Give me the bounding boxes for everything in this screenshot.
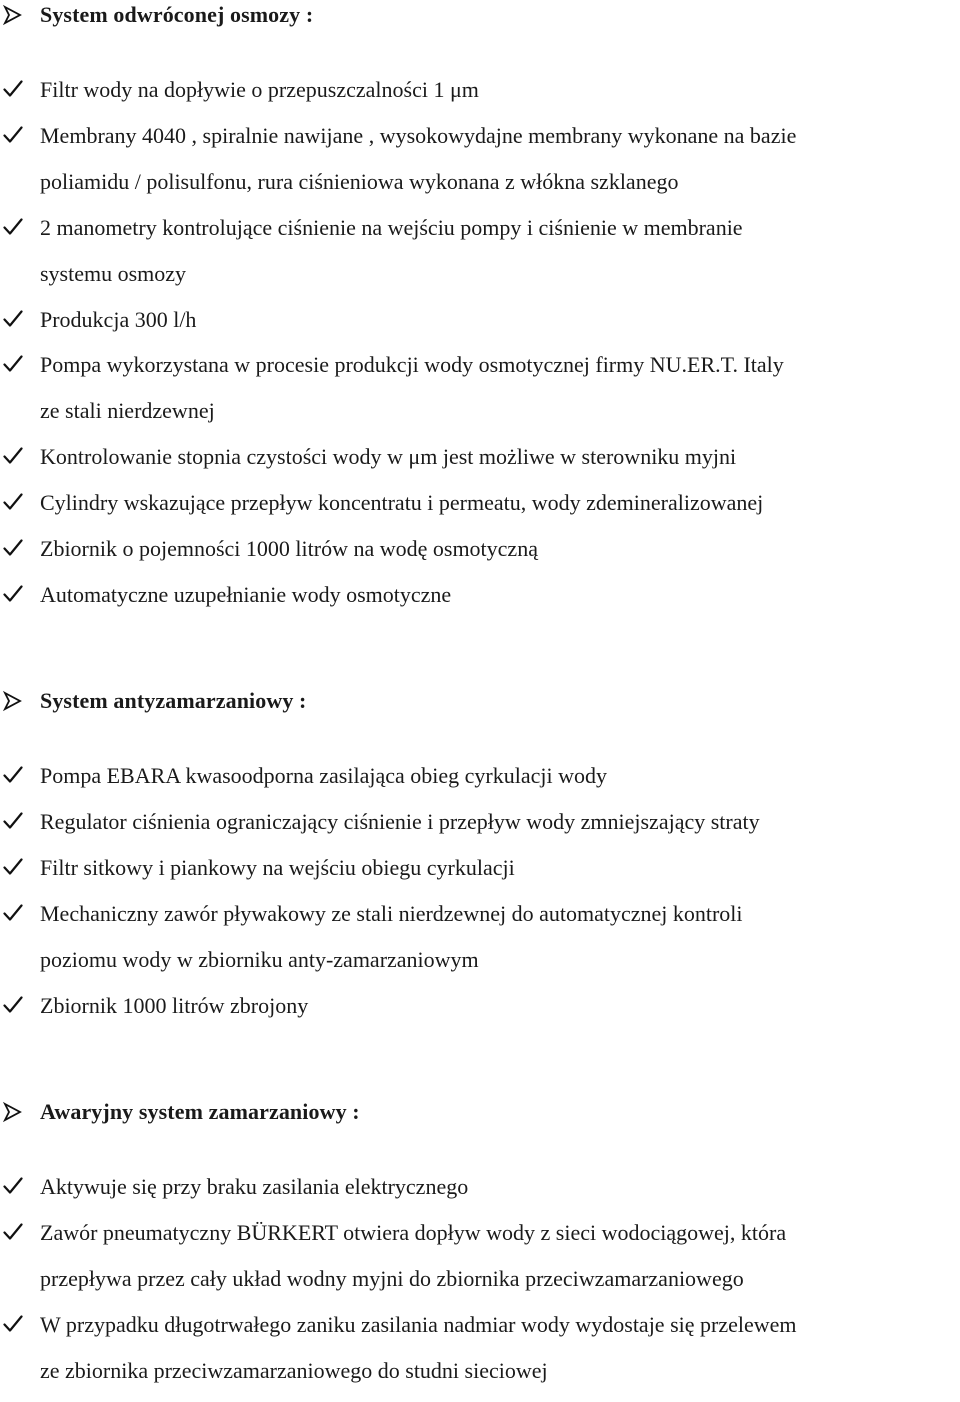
checkmark-icon [3, 1176, 23, 1196]
list-item [0, 342, 960, 434]
list-item-text: Zbiornik o pojemności 1000 litrów na wodę osmotyczną [40, 536, 538, 561]
checkmark-icon [3, 125, 23, 145]
list-item-text: Kontrolowanie stopnia czystości wody w μm jest możliwe w sterowniku myjni [40, 444, 737, 470]
list-item [0, 983, 960, 1029]
list-item-text: Aktywuje się przy braku zasilania elektrycznego [40, 1174, 469, 1199]
checkmark-icon [3, 79, 23, 99]
list-item [0, 799, 960, 845]
list-item-text: W przypadku długotrwałego zaniku zasilania nadmiar wody wydostaje się przelewem [40, 1311, 797, 1337]
arrow-bullet-icon [3, 690, 23, 712]
list-item [0, 297, 960, 343]
list-item [0, 845, 960, 891]
list-item-text: Zawór pneumatyczny BÜRKERT otwiera dopływ wody z sieci wodociągowej, która [40, 1219, 787, 1245]
list-item-text: przepływa przez cały układ wodny myjni do zbiornika przeciwzamarzaniowego [40, 1265, 744, 1291]
section-heading-text: System antyzamarzaniowy : [40, 688, 307, 713]
checkmark-icon [3, 1314, 23, 1334]
list-item [0, 113, 960, 205]
arrow-bullet-icon [3, 4, 23, 26]
checkmark-icon [3, 446, 23, 466]
list-item-text: 2 manometry kontrolujące ciśnienie na wejściu pompy i ciśnienie w membranie [40, 214, 743, 240]
checkmark-icon [3, 995, 23, 1015]
list-item-text: ze stali nierdzewnej [40, 398, 215, 424]
arrow-bullet-icon [3, 1101, 23, 1123]
section-heading-text: System odwróconej osmozy : [40, 2, 314, 27]
checkmark-icon [3, 538, 23, 558]
checkmark-icon [3, 765, 23, 785]
list-item [0, 753, 960, 799]
list-item-text: poziomu wody w zbiorniku anty-zamarzaniowym [40, 946, 479, 972]
list-item [0, 67, 960, 113]
checkmark-icon [3, 584, 23, 604]
list-item [0, 480, 960, 526]
section-heading [0, 686, 306, 716]
list-item-text: Cylindry wskazujące przepływ koncentratu i permeatu, wody zdemineralizowanej [40, 490, 764, 516]
list-item [0, 205, 960, 297]
list-item-text: Filtr sitkowy i piankowy na wejściu obiegu cyrkulacji [40, 854, 515, 880]
checkmark-icon [3, 1222, 23, 1242]
checkmark-icon [3, 492, 23, 512]
list-item-text: Zbiornik 1000 litrów zbrojony [40, 992, 309, 1018]
checkmark-icon [3, 811, 23, 831]
checkmark-icon [3, 217, 23, 237]
list-item [0, 1164, 960, 1210]
list-item-text: Mechaniczny zawór pływakowy ze stali nierdzewnej do automatycznej kontroli [40, 900, 743, 926]
list-item-text: Pompa wykorzystana w procesie produkcji wody osmotycznej firmy NU.ER.T. Italy [40, 352, 784, 378]
list-item-text: Filtr wody na dopływie o przepuszczalności 1 μm [40, 77, 479, 102]
list-item [0, 572, 960, 618]
checkmark-icon [3, 857, 23, 877]
list-item-text: Regulator ciśnienia ograniczający ciśnienie i przepływ wody zmniejszający straty [40, 808, 760, 834]
list-item [0, 526, 960, 572]
list-item-text: Produkcja 300 l/h [40, 306, 197, 332]
list-item-text: Automatyczne uzupełnianie wody osmotyczne [40, 581, 452, 607]
list-item-text: poliamidu / polisulfonu, rura ciśnieniowa wykonana z włókna szklanego [40, 168, 679, 194]
checkmark-icon [3, 309, 23, 329]
list-item-text: systemu osmozy [40, 260, 187, 286]
checkmark-icon [3, 354, 23, 374]
section-heading [0, 0, 313, 30]
list-item-text: Pompa EBARA kwasoodporna zasilająca obieg cyrkulacji wody [40, 763, 607, 788]
section-heading [0, 1097, 360, 1127]
list-item [0, 1302, 960, 1394]
checkmark-icon [3, 903, 23, 923]
list-item [0, 891, 960, 983]
list-item [0, 1210, 960, 1302]
list-item-text: ze zbiornika przeciwzamarzaniowego do studni sieciowej [40, 1357, 548, 1383]
list-item-text: Membrany 4040 , spiralnie nawijane , wysokowydajne membrany wykonane na bazie [40, 122, 797, 148]
section-heading-text: Awaryjny system zamarzaniowy : [40, 1099, 360, 1124]
list-item [0, 434, 960, 480]
